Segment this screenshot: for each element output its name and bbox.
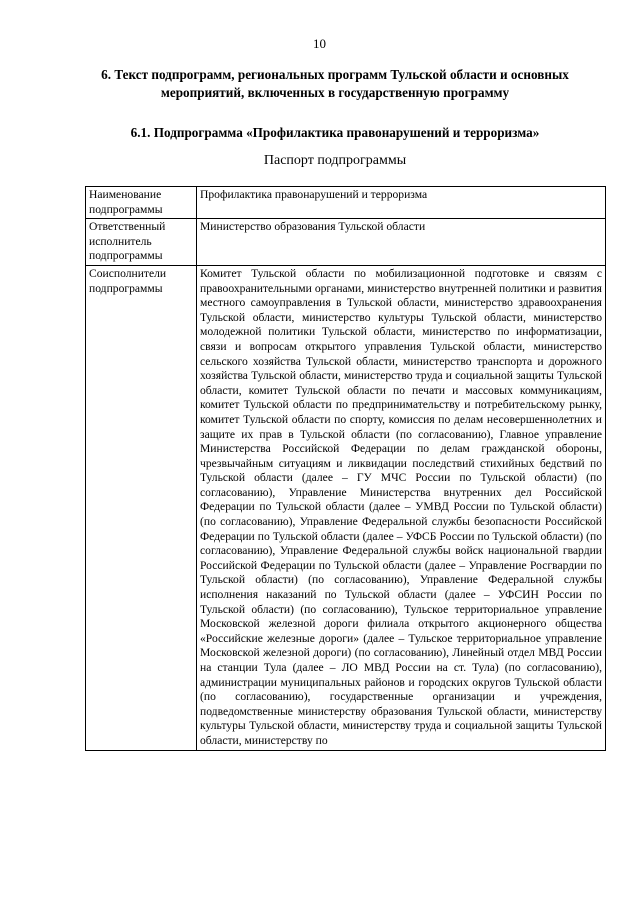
- row-label-name: Наименование подпрограммы: [86, 187, 197, 219]
- row-value-name: Профилактика правонарушений и терроризма: [197, 187, 606, 219]
- row-label-responsible: Ответственный исполнитель подпрограммы: [86, 219, 197, 266]
- section-title: 6. Текст подпрограмм, региональных программ Тульской области и основных мероприятий, включенных в государственную программу: [101, 67, 569, 100]
- table-row: [86, 219, 606, 266]
- table-row: [86, 265, 606, 750]
- page-number: 10: [313, 36, 326, 51]
- passport-table: [85, 186, 606, 751]
- row-label-coexecutors: Соисполнители подпрограммы: [86, 265, 197, 750]
- subsection-title: 6.1. Подпрограмма «Профилактика правонарушений и терроризма»: [130, 125, 540, 140]
- passport-title: Паспорт подпрограммы: [263, 153, 407, 168]
- row-value-responsible: Министерство образования Тульской области: [197, 219, 606, 266]
- row-value-coexecutors: Комитет Тульской области по мобилизационной подготовке и связям с правоохранительными органами, министерство внутренней политики и развития местного самоуправления в Тульской области, министерство здравоохранения Тульской области, министерство культуры Тульской области, министерство молодежной политики Тульской области, министерство по информатизации, связи и вопросам открытого управления Тульской области, министерство сельского хозяйства Тульской области, министерство транспорта и дорожного хозяйства Тульской области, министерство труда и социальной защиты Тульской области, комитет Тульской области по печати и массовых коммуникациям, комитет Тульской области по предпринимательству и потребительскому рынку, комитет Тульской области по спорту, комиссия по делам несовершеннолетних и защите их прав в Тульской области (по согласованию), Главное управление Министерства Российской Федерации по делам гражданской обороны, чрезвычайным ситуациям и ликвидации последствий стихийных бедствий по Тульской области (далее – ГУ МЧС России по Тульской области) (по согласованию), Управление Министерства внутренних дел Российской Федерации по Тульской области (далее – УМВД России по Тульской области) (по согласованию), Управление Федеральной службы безопасности Российской Федерации по Тульской области (далее – УФСБ России по Тульской области) (по согласованию), Управление Федеральной службы войск национальной гвардии Российской Федерации по Тульской области (далее – Управление Росгвардии по Тульской области) (по согласованию), Управление Федеральной службы исполнения наказаний по Тульской области (далее – УФСИН России по Тульской области) (по согласованию), Тульское территориальное управление Московской железной дороги филиала открытого акционерного общества «Российские железные дороги» (далее – Тульское территориальное управление Московской железной дороги) (по согласованию), Линейный отдел МВД России на станции Тула (далее – ЛО МВД России на ст. Тула) (по согласованию), администрации муниципальных районов и городских округов Тульской области (по согласованию), государственные организации и учреждения, подведомственные министерству образования Тульской области, министерству культуры Тульской области, министерству труда и социальной защиты Тульской области, министерству по: [197, 265, 606, 750]
- table-row: [86, 187, 606, 219]
